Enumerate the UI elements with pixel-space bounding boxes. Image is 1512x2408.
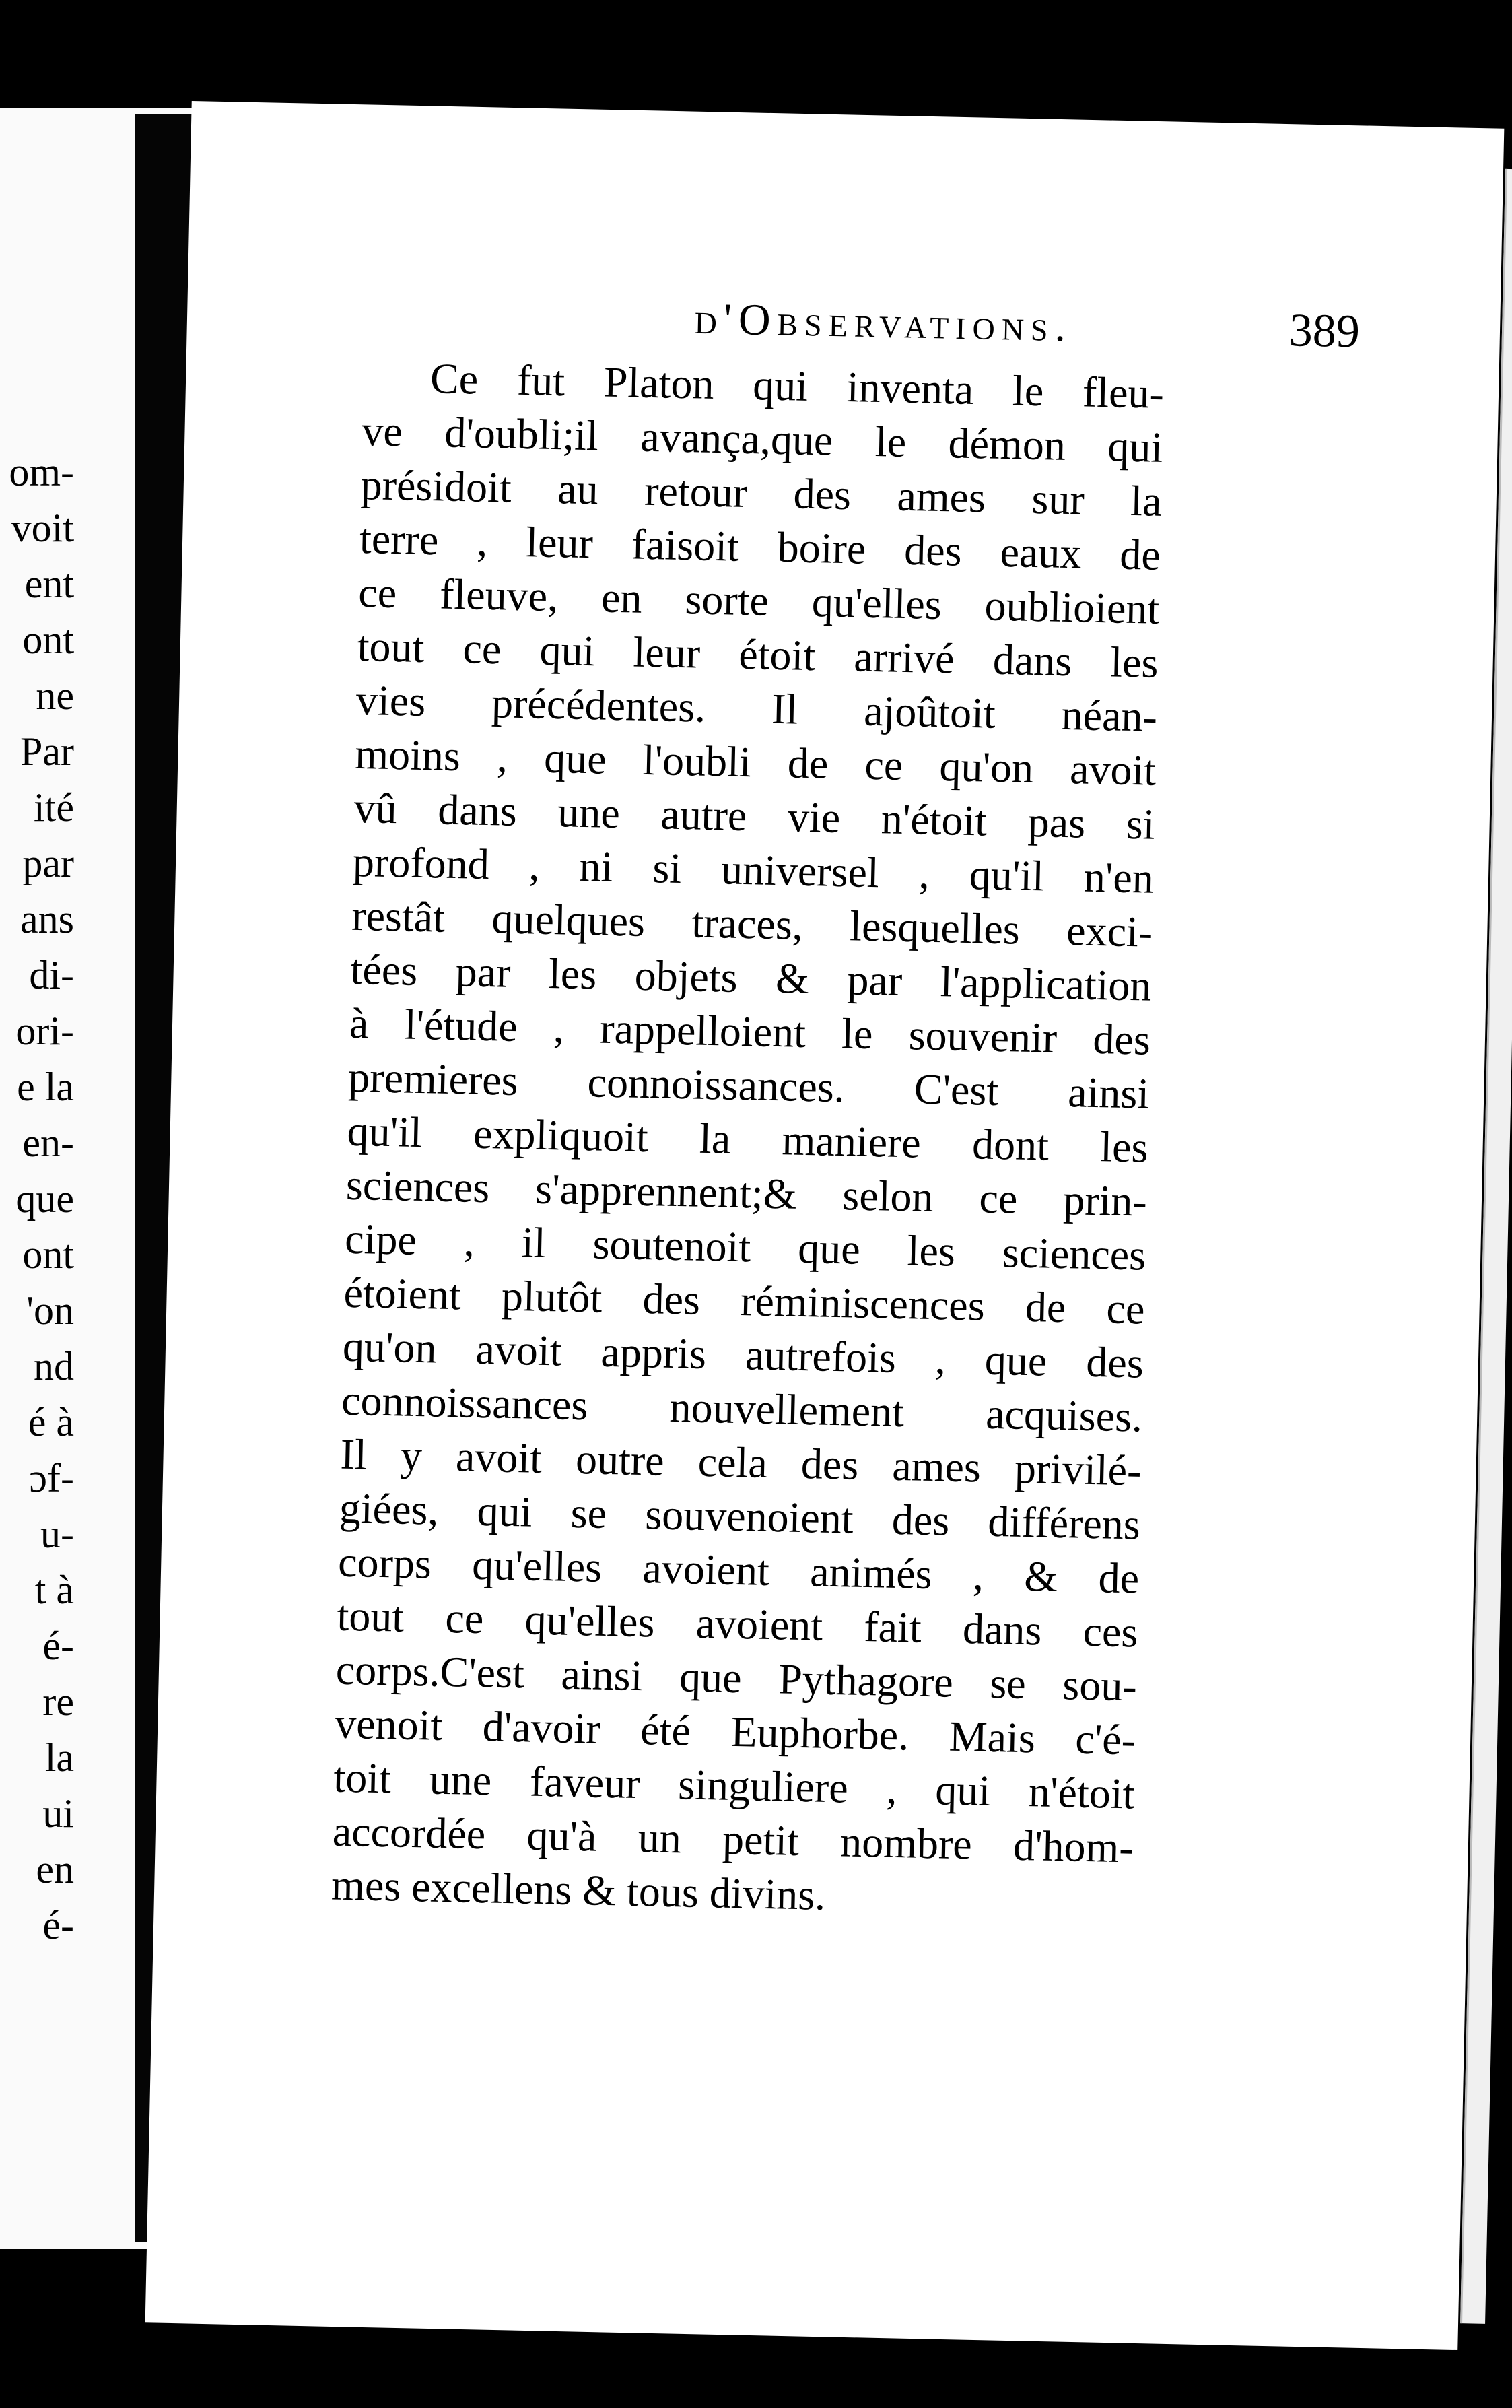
text-line: tout ce qui leur étoit arrivé dans les xyxy=(357,622,1159,687)
left-fragment: re xyxy=(42,1679,74,1724)
text-line: premieres connoissances. C'est ainsi xyxy=(347,1052,1150,1118)
left-fragment: ui xyxy=(42,1791,74,1836)
left-fragment: Par xyxy=(20,729,74,774)
left-fragment: la xyxy=(44,1735,74,1780)
text-line: tout ce qu'elles avoient fait dans ces xyxy=(336,1591,1139,1657)
page-edge xyxy=(1460,169,1512,2324)
text-line: ve d'oubli;il avança,que le démon qui xyxy=(361,406,1163,471)
page-number: 389 xyxy=(1288,304,1361,358)
left-fragment: é- xyxy=(42,1624,74,1668)
text-line: présidoit au retour des ames sur la xyxy=(360,460,1163,525)
left-fragment: 'on xyxy=(26,1288,74,1333)
text-line: venoit d'avoir été Euphorbe. Mais c'é- xyxy=(334,1699,1136,1764)
left-fragment: di- xyxy=(29,953,74,997)
text-line: accordée qu'à un petit nombre d'hom- xyxy=(332,1807,1134,1872)
text-line: qu'on avoit appris autrefois , que des xyxy=(342,1322,1144,1387)
left-fragment: é- xyxy=(42,1903,74,1947)
left-page-text-fragments xyxy=(0,444,74,1953)
text-line: connoissances nouvellement acquises. xyxy=(341,1376,1143,1441)
left-fragment: nd xyxy=(34,1344,74,1389)
left-fragment: é à xyxy=(28,1400,74,1444)
text-line: cipe , il soutenoit que les sciences xyxy=(344,1214,1146,1279)
text-line: Il y avoit outre cela des ames privilé- xyxy=(339,1430,1142,1495)
text-line: corps qu'elles avoient animés , & de xyxy=(337,1537,1140,1603)
text-line: giées, qui se souvenoient des différens xyxy=(339,1483,1141,1549)
left-fragment: u- xyxy=(40,1512,74,1556)
left-fragment: ité xyxy=(34,785,74,830)
text-line: Ce fut Platon qui inventa le fleu- xyxy=(429,354,1165,417)
left-fragment: que xyxy=(15,1176,74,1221)
text-line: qu'il expliquoit la maniere dont les xyxy=(346,1106,1149,1172)
body-text xyxy=(331,350,1164,1929)
left-fragment: en- xyxy=(22,1121,74,1165)
text-line: toit une faveur singuliere , qui n'étoit xyxy=(333,1753,1136,1818)
left-fragment: ont xyxy=(22,617,74,662)
left-fragment: t à xyxy=(34,1568,74,1612)
text-line: profond , ni si universel , qu'il n'en xyxy=(352,837,1155,902)
text-line: vies précédentes. Il ajoûtoit néan- xyxy=(355,675,1158,741)
left-fragment: ent xyxy=(24,562,74,606)
left-fragment: ans xyxy=(20,897,74,941)
text-line: terre , leur faisoit boire des eaux de xyxy=(359,514,1161,579)
text-line: sciences s'apprennent;& selon ce prin- xyxy=(345,1160,1148,1226)
left-fragment: par xyxy=(22,841,74,885)
left-fragment: voit xyxy=(11,506,74,550)
left-fragment: e la xyxy=(17,1065,74,1109)
left-fragment: ne xyxy=(36,673,74,718)
running-title: d'Observations. xyxy=(694,294,1073,352)
text-line: corps.C'est ainsi que Pythagore se sou- xyxy=(335,1645,1138,1710)
text-line: moins , que l'oubli de ce qu'on avoit xyxy=(354,729,1157,795)
left-fragment: ori- xyxy=(15,1009,74,1053)
text-line: mes excellens & tous divins. xyxy=(331,1861,826,1919)
left-fragment: ont xyxy=(22,1232,74,1277)
text-line: à l'étude , rappelloient le souvenir des xyxy=(349,999,1151,1064)
text-line: ce fleuve, en sorte qu'elles oublioient xyxy=(357,568,1160,633)
left-fragment: ɔf- xyxy=(29,1456,74,1500)
left-fragment: en xyxy=(36,1847,74,1892)
text-line: restât quelques traces, lesquelles exci- xyxy=(351,891,1153,956)
text-line: étoient plutôt des réminiscences de ce xyxy=(343,1268,1146,1333)
text-line: vû dans une autre vie n'étoit pas si xyxy=(353,783,1156,848)
left-fragment: om- xyxy=(9,450,74,494)
text-line: tées par les objets & par l'application xyxy=(350,945,1153,1010)
